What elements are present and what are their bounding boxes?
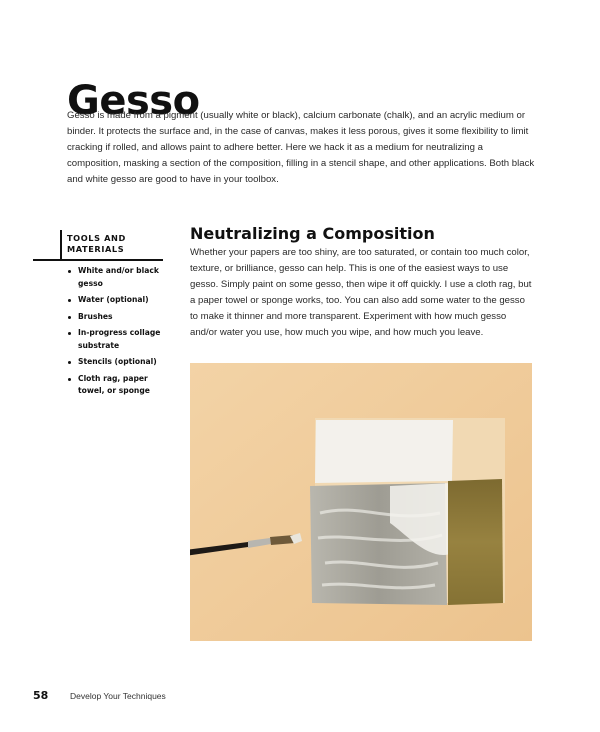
- sidebar-horizontal-rule: [33, 259, 163, 261]
- tools-materials-list: [67, 265, 172, 402]
- list-item: White and/or black gesso: [67, 265, 172, 290]
- white-gesso-block: [315, 420, 453, 483]
- section-body: Whether your papers are too shiny, are too saturated, or contain too much color, texture, or brilliance, gesso can help. This is one of the easiest ways to use gesso. Simply paint on some gesso, then wipe it off quickly. I use a cloth rag, but a paper towel or sponge works, too. You can also add some water to the gesso to make it thinner and more transparent. Experiment with how much gesso and/or water you use, how much you wipe, and how much you leave.: [190, 247, 532, 338]
- list-item: In-progress collage substrate: [67, 327, 172, 352]
- list-item: Stencils (optional): [67, 356, 172, 369]
- section-title: Neutralizing a Composition: [190, 224, 435, 243]
- page-title: Gesso: [67, 77, 200, 124]
- page-number: 58: [33, 689, 49, 702]
- tools-materials-heading: TOOLS AND MATERIALS: [67, 233, 126, 254]
- list-item: Cloth rag, paper towel, or sponge: [67, 373, 172, 398]
- gesso-photo: [190, 363, 532, 641]
- sidebar-vertical-rule: [60, 230, 62, 260]
- intro-paragraph: Gesso is made from a pigment (usually white or black), calcium carbonate (chalk), and an acrylic medium or binder. It protects the surface and, in the case of canvas, makes it less porous, gives it some flexibility to limit cracking if rolled, and allows paint to adhere better. Here we hack it as a medium for neutralizing a composition, masking a section of the composition, filling in a stencil shape, and other applications. Both black and white gesso are good to have in your toolbox.: [67, 110, 535, 185]
- gold-block: [448, 479, 503, 605]
- list-item: Brushes: [67, 311, 172, 324]
- list-item: Water (optional): [67, 294, 172, 307]
- footer-section-label: Develop Your Techniques: [70, 691, 166, 701]
